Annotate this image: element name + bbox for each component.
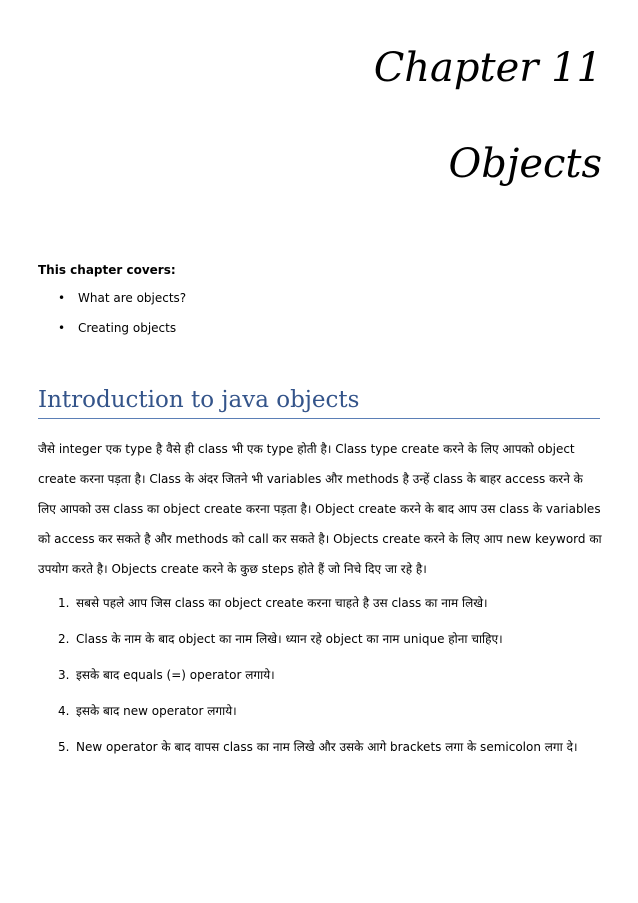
step-text: Class के नाम के बाद object का नाम लिखे। ध्यान रहे object का नाम unique होना चाहिए। [76,632,503,646]
section-heading: Introduction to java objects [38,385,600,419]
step-item [38,594,604,630]
step-item [38,702,604,738]
step-item [38,666,604,702]
chapter-label: Chapter 11 [373,45,602,91]
bullet-icon: • [58,321,66,335]
intro-paragraph: जैसे integer एक type है वैसे ही class भी एक type होती है। Class type create करने के लिए आपको object create करना पड़ता है। Class के अंदर जितने भी variables और methods है उन्हें class के बाहर access करने के लिए आपको उस class का object create करना पड़ता है। Object create करने के बाद आप उस class के variables को access कर सकते है और methods को call कर सकते है। Objects create करने के लिए आप new keyword का उपयोग करते है। Objects create करने के कुछ steps होते हैं जो निचे दिए जा रहे है। [38,442,602,576]
list-item-text: What are objects? [78,291,187,305]
step-item [38,738,604,774]
step-number: 3. [58,668,70,682]
chapter-title: Objects [448,141,602,187]
step-text: सबसे पहले आप जिस class का object create करना चाहते है उस class का नाम लिखे। [76,596,488,610]
covers-list [38,290,186,350]
list-item [38,290,186,320]
bullet-icon: • [58,291,66,305]
step-text: इसके बाद new operator लगाये। [76,704,237,718]
steps-list [38,594,604,774]
step-number: 2. [58,632,70,646]
step-item [38,630,604,666]
step-number: 4. [58,704,70,718]
step-text: New operator के बाद वापस class का नाम लिखे और उसके आगे brackets लगा के semicolon लगा दे। [76,740,578,754]
list-item-text: Creating objects [78,321,177,335]
step-text: इसके बाद equals (=) operator लगाये। [76,668,275,682]
step-number: 1. [58,596,70,610]
list-item [38,320,186,350]
step-number: 5. [58,740,70,754]
covers-heading: This chapter covers: [38,263,176,277]
